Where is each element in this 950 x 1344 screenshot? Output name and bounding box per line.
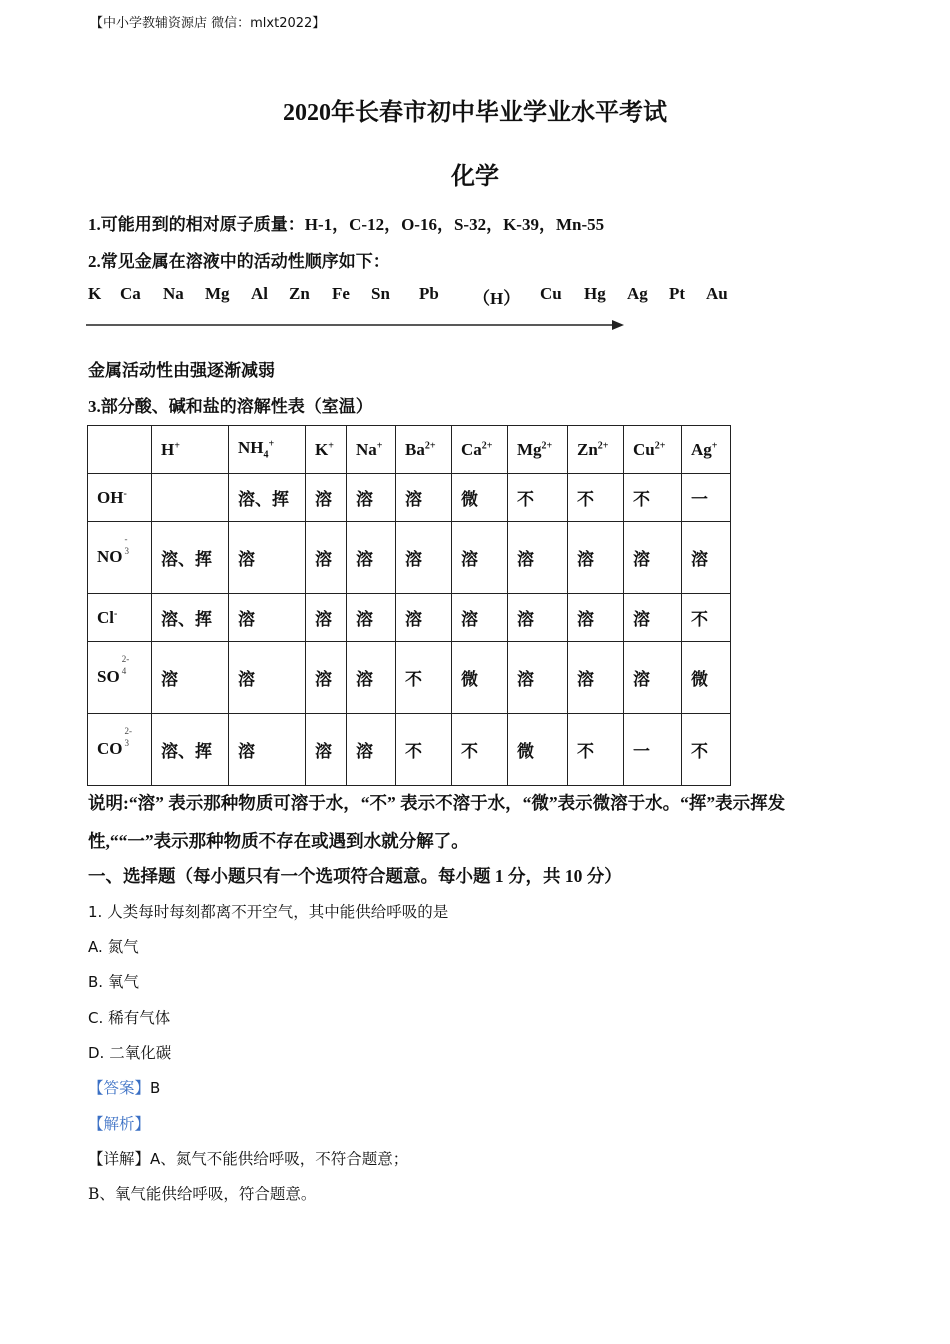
option-text: 二氧化碳: [109, 1044, 172, 1062]
solubility-cell: 溶: [306, 642, 347, 714]
metal-symbol: （H）: [473, 289, 521, 308]
table-row: [88, 594, 731, 642]
option-c: [88, 1006, 170, 1028]
solubility-cell: 溶、挥: [152, 594, 229, 642]
activity-caption: 金属活动性由强逐渐减弱: [88, 361, 275, 380]
solubility-cell: 不: [568, 474, 624, 522]
option-text: 氮气: [107, 938, 139, 956]
legend-explanation-line2: 性,““一”表示那种物质不存在或遇到水就分解了。: [88, 831, 469, 851]
cation-header: K+: [306, 426, 347, 474]
solubility-cell: 溶: [152, 642, 229, 714]
metal-symbol: Hg: [584, 284, 606, 303]
section-heading: 一、选择题（每小题只有一个选项符合题意。每小题 1 分，共 10 分）: [88, 866, 622, 886]
solubility-cell: 溶: [347, 474, 396, 522]
detail-line-a: [88, 1147, 408, 1169]
table-row: [88, 642, 731, 714]
solubility-cell: 微: [452, 642, 508, 714]
solubility-cell: 溶: [347, 714, 396, 786]
note-atomic-mass: 1.可能用到的相对原子质量：H-1，C-12，O-16，S-32，K-39，Mn-55: [88, 215, 605, 234]
metal-symbol: Fe: [332, 284, 350, 303]
analysis-tag: 【解析】: [88, 1115, 151, 1133]
option-label: B.: [88, 973, 104, 991]
solubility-cell: 溶、挥: [152, 522, 229, 594]
solubility-cell: 溶: [306, 522, 347, 594]
metal-symbol: Pt: [669, 284, 686, 303]
solubility-cell: 溶: [682, 522, 731, 594]
solubility-cell: 溶: [568, 594, 624, 642]
option-d: [88, 1041, 171, 1063]
option-label: A.: [88, 938, 103, 956]
solubility-cell: 溶: [347, 594, 396, 642]
solubility-cell: [152, 474, 229, 522]
metal-symbol: Sn: [371, 284, 390, 303]
option-text: 稀有气体: [108, 1009, 171, 1027]
metal-symbol: Ag: [627, 284, 648, 303]
analysis-line: [88, 1112, 150, 1134]
solubility-cell: 溶: [306, 594, 347, 642]
cation-header: Na+: [347, 426, 396, 474]
metal-symbol: Au: [706, 284, 728, 303]
anion-header: NO - 3: [88, 522, 152, 594]
table-row: [88, 714, 731, 786]
option-label: C.: [88, 1009, 104, 1027]
solubility-cell: 溶: [568, 522, 624, 594]
watermark-header: 【中小学教辅资源店 微信：mlxt2022】: [90, 16, 326, 31]
solubility-cell: 溶: [229, 642, 306, 714]
table-row: [88, 522, 731, 594]
solubility-cell: 溶: [624, 642, 682, 714]
answer-value: B: [150, 1079, 161, 1097]
detail-text: 、氮气不能供给呼吸，不符合题意；: [160, 1150, 409, 1168]
cation-header: $Zn^{2+}$: [568, 426, 624, 474]
solubility-cell: 不: [452, 714, 508, 786]
solubility-cell: 溶、挥: [152, 714, 229, 786]
activity-arrow: [86, 317, 626, 333]
metal-symbol: Cu: [540, 284, 562, 303]
solubility-cell: 溶: [452, 522, 508, 594]
cation-header: H+: [152, 426, 229, 474]
metal-symbol: Pb: [419, 284, 439, 303]
solubility-cell: 不: [508, 474, 568, 522]
solubility-cell: 不: [396, 642, 452, 714]
solubility-cell: 溶: [396, 594, 452, 642]
solubility-cell: 微: [452, 474, 508, 522]
anion-header: SO 2- 4: [88, 642, 152, 714]
question-text: 人类每时每刻都离不开空气，其中能供给呼吸的是: [107, 903, 449, 921]
exam-title: 2020年长春市初中毕业学业水平考试: [283, 100, 667, 126]
answer-line: [88, 1076, 160, 1098]
solubility-cell: 溶、挥: [229, 474, 306, 522]
solubility-cell: 不: [624, 474, 682, 522]
metal-symbol: K: [88, 284, 102, 303]
solubility-cell: 溶: [568, 642, 624, 714]
metal-symbol: Zn: [289, 284, 310, 303]
solubility-cell: 一: [682, 474, 731, 522]
solubility-cell: 溶: [347, 522, 396, 594]
solubility-cell: 溶: [229, 522, 306, 594]
table-header-row: [88, 426, 731, 474]
question-stem: [88, 900, 448, 922]
metal-symbol: Mg: [205, 284, 230, 303]
note-activity-series: 2.常见金属在溶液中的活动性顺序如下：: [88, 252, 390, 271]
subject-title: 化学: [451, 164, 499, 190]
answer-tag: 【答案】: [88, 1079, 151, 1097]
solubility-cell: 微: [682, 642, 731, 714]
solubility-cell: 溶: [347, 642, 396, 714]
metal-symbol: Ca: [120, 284, 141, 303]
solubility-cell: 溶: [508, 594, 568, 642]
solubility-cell: 溶: [396, 474, 452, 522]
table-row: [88, 474, 731, 522]
solubility-cell: 不: [396, 714, 452, 786]
solubility-cell: 一: [624, 714, 682, 786]
detail-line-b: B、氧气能供给呼吸，符合题意。: [88, 1185, 317, 1203]
detail-tag: 【详解】: [88, 1150, 151, 1168]
cation-header: $Ba^{2+}$: [396, 426, 452, 474]
option-b: [88, 970, 139, 992]
metal-symbol: Al: [251, 284, 268, 303]
solubility-cell: 微: [508, 714, 568, 786]
solubility-cell: 不: [682, 594, 731, 642]
cation-header: $Cu^{2+}$: [624, 426, 682, 474]
detail-letter: A: [150, 1150, 161, 1168]
solubility-cell: 溶: [452, 594, 508, 642]
option-text: 氧气: [108, 973, 140, 991]
option-label: D.: [88, 1044, 105, 1062]
cation-header: $NH_4^+$: [229, 426, 306, 474]
anion-header: Cl-: [88, 594, 152, 642]
solubility-cell: 溶: [306, 474, 347, 522]
solubility-cell: 溶: [624, 522, 682, 594]
solubility-cell: 溶: [396, 522, 452, 594]
option-a: [88, 935, 139, 957]
solubility-table: [87, 425, 731, 786]
cation-header: $Mg^{2+}$: [508, 426, 568, 474]
solubility-cell: 溶: [229, 714, 306, 786]
solubility-cell: 溶: [229, 594, 306, 642]
solubility-cell: 不: [568, 714, 624, 786]
question-number: 1.: [88, 903, 103, 921]
anion-header: CO 2- 3: [88, 714, 152, 786]
note-solubility-table: 3.部分酸、碱和盐的溶解性表（室温）: [88, 397, 373, 416]
corner-cell: [88, 426, 152, 474]
solubility-cell: 不: [682, 714, 731, 786]
cation-header: Ag+: [682, 426, 731, 474]
cation-header: $Ca^{2+}$: [452, 426, 508, 474]
solubility-cell: 溶: [508, 522, 568, 594]
solubility-cell: 溶: [306, 714, 347, 786]
anion-header: OH-: [88, 474, 152, 522]
metal-symbol: Na: [163, 284, 184, 303]
solubility-cell: 溶: [624, 594, 682, 642]
solubility-cell: 溶: [508, 642, 568, 714]
legend-explanation-line1: 说明:“溶” 表示那种物质可溶于水，“不” 表示不溶于水，“微”表示微溶于水。“挥”表示挥发: [88, 793, 786, 813]
